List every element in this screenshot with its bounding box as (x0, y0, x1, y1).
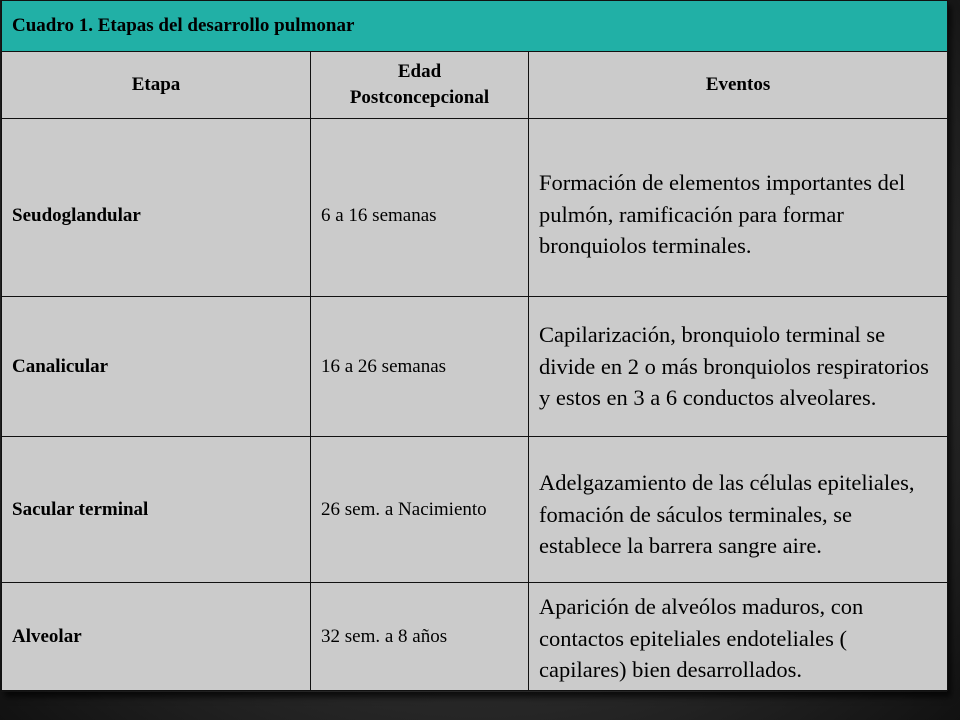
header-age-line2: Postconcepcional (349, 87, 490, 108)
lung-development-table (1, 0, 948, 691)
table-title: Cuadro 1. Etapas del desarrollo pulmonar (2, 1, 948, 52)
stage-cell: Sacular terminal (2, 437, 311, 583)
table-row (2, 437, 948, 583)
table-row (2, 583, 948, 691)
age-cell: 16 a 26 semanas (311, 297, 529, 437)
header-age-line1: Edad (397, 60, 442, 82)
table-header-row (2, 52, 948, 119)
table-row (2, 119, 948, 297)
header-age (311, 52, 529, 119)
table-title-row (2, 1, 948, 52)
events-cell: Aparición de alveólos maduros, con contactos epiteliales endoteliales ( capilares) bien desarrollados. (529, 583, 948, 691)
header-events: Eventos (529, 52, 948, 119)
age-cell: 6 a 16 semanas (311, 119, 529, 297)
header-stage: Etapa (2, 52, 311, 119)
events-cell: Capilarización, bronquiolo terminal se divide en 2 o más bronquiolos respiratorios y estos en 3 a 6 conductos alveolares. (529, 297, 948, 437)
stage-cell: Seudoglandular (2, 119, 311, 297)
events-cell: Formación de elementos importantes del pulmón, ramificación para formar bronquiolos terminales. (529, 119, 948, 297)
lung-development-table-container (1, 0, 947, 692)
events-cell: Adelgazamiento de las células epiteliales, fomación de sáculos terminales, se establece la barrera sangre aire. (529, 437, 948, 583)
table-row (2, 297, 948, 437)
stage-cell: Alveolar (2, 583, 311, 691)
age-cell: 26 sem. a Nacimiento (311, 437, 529, 583)
stage-cell: Canalicular (2, 297, 311, 437)
age-cell: 32 sem. a 8 años (311, 583, 529, 691)
